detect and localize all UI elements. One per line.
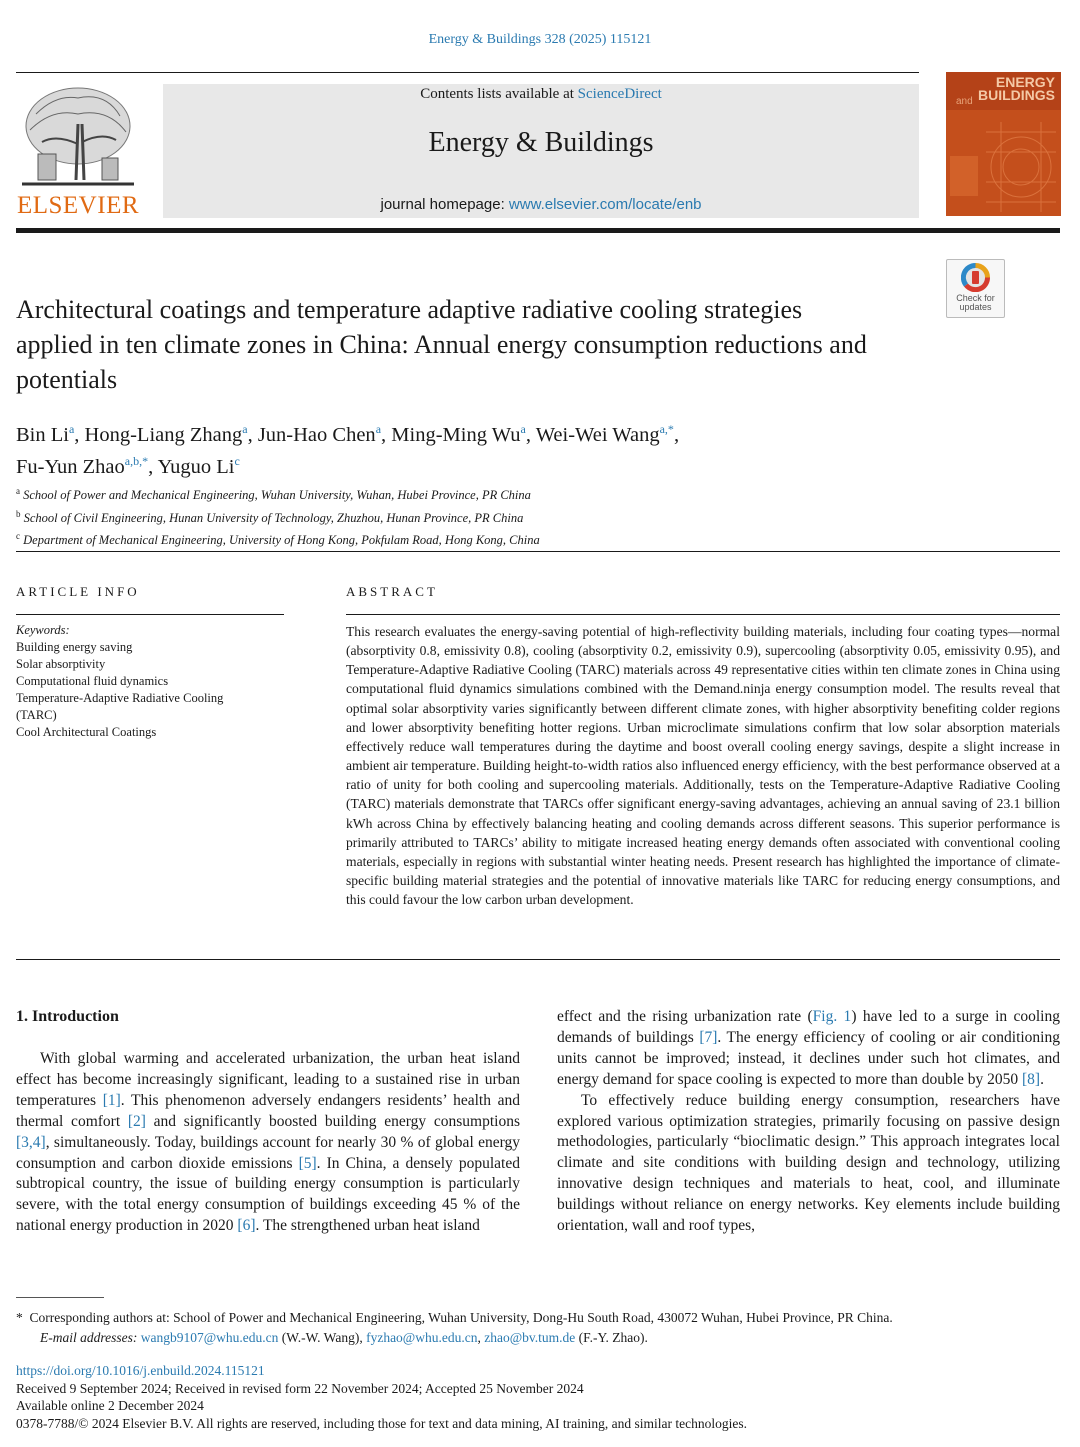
citation-link[interactable]: [6] [237, 1217, 256, 1235]
body-text: and significantly boosted building energy consumptions [145, 1112, 520, 1130]
journal-citation[interactable]: Energy & Buildings 328 (2025) 115121 [428, 32, 652, 47]
author[interactable]: Bin Li$^a$ [16, 422, 75, 446]
keyword: Cool Architectural Coatings [16, 725, 157, 739]
contents-prefix: Contents lists available at [420, 86, 578, 102]
intro-paragraph-1 [16, 1049, 520, 1237]
author[interactable]: Fu-Yun Zhao$^{a,b,*}$ [16, 453, 149, 478]
available-online: Available online 2 December 2024 [16, 1398, 204, 1413]
email-label: E-mail addresses: [40, 1329, 138, 1345]
body-text: With global warming and accelerated urbanization, the urban heat island effect has become increasingly significant, leading to a sustained rise in urban temperatures [16, 1050, 520, 1109]
abstract-text: This research evaluates the energy-saving potential of high-reflectivity building materials, including four coating types—normal (absorptivity 0.8, emissivity 0.8), cooling (absorptivity 0.2, emissivity 0.9), supercooling (absorptivity 0.05, emissivity 0.95), and Temperature-Adaptive Radiative Cooling (TARC) materials across 49 representative cities within ten climate zones in China using computational fluid dynamics simulations combined with the Demand.ninja energy consumption model. The results reveal that optimal solar absorptivity varies significantly between different climate zones, with higher absorptivity benefiting colder regions and lower absorptivity benefiting hotter regions. Urban microclimate simulations confirm that low solar absorption materials effectively reduce wall temperatures during the daytime and boost overall cooling energy savings, despite a slight increase in ambient air temperature. Building height-to-width ratios also influenced energy efficiency, with the best performance observed at a ratio of unity for both cooling and supercooling materials. Additionally, tests on the Temperature-Adaptive Radiative Cooling (TARC) materials demonstrate that TARCs offer significant energy-saving advantages, achieving an annual saving of 23.1 billion kWh across China by effectively balancing heating and cooling demands across different seasons. This superior performance is primarily attributed to TARCs’ ability to mitigate increased heating energy demands often associated with conventional cooling materials, especially in regions with substantial winter heating needs. Present research has highlighted the importance of climate-specific building material strategies and the potential of innovative materials like TARC for reducing energy consumptions, and this could favour the low carbon urban development. [346, 624, 1060, 908]
body-text: ) have led to a surge in cooling demands of buildings [557, 1008, 1060, 1046]
email-link[interactable]: zhao@bv.tum.de [484, 1329, 576, 1345]
elsevier-wordmark: ELSEVIER [16, 192, 140, 219]
corresponding-footnote [16, 1308, 1060, 1328]
abstract-heading: ABSTRACT [346, 584, 438, 599]
keyword: Computational fluid dynamics [16, 674, 169, 688]
journal-homepage-line [163, 196, 919, 213]
keyword: Building energy saving [16, 640, 133, 654]
email-line [16, 1328, 1060, 1348]
elsevier-logo[interactable] [16, 84, 146, 219]
email-link[interactable]: fyzhao@whu.edu.cn [366, 1329, 478, 1345]
received-dates: Received 9 September 2024; Received in revised form 22 November 2024; Accepted 25 November 2024 [16, 1380, 584, 1396]
abstract-bottom-rule [16, 959, 1060, 960]
abstract-rule [346, 614, 1060, 615]
email-owner: (F.-Y. Zhao). [575, 1329, 648, 1345]
header-top-rule [16, 72, 919, 73]
citation-link[interactable]: [2] [127, 1112, 146, 1130]
footnote [16, 1308, 1060, 1347]
intro-column-left [16, 1049, 520, 1237]
article-title: Architectural coatings and temperature adaptive radiative cooling strategies applied in ten climate zones in China: Annual energy consumption reductions and potentials [16, 295, 867, 394]
header-bottom-rule [16, 228, 1060, 233]
sciencedirect-link[interactable]: ScienceDirect [577, 86, 662, 102]
keyword: Solar absorptivity [16, 657, 106, 671]
affiliation: $^a$ School of Power and Mechanical Engineering, Wuhan University, Wuhan, Hubei Province, PR China [16, 486, 531, 503]
article-info-rule [16, 614, 284, 615]
author-list: Bin Li$^a$, Hong-Liang Zhang$^a$, Jun-Hao Chen$^a$, Ming-Ming Wu$^a$, Wei-Wei Wang$^{a,*}$, Fu-Yun Zhao$^{a,b,*}$, Yuguo Li$^c$ [16, 422, 680, 478]
author[interactable]: Yuguo Li$^c$ [157, 453, 240, 478]
email-link[interactable]: wangb9107@whu.edu.cn [140, 1329, 279, 1345]
copyright: 0378-7788/© 2024 Elsevier B.V. All rights are reserved, including those for text and data mining, AI training, and similar technologies. [16, 1415, 747, 1431]
citation-link[interactable]: [1] [102, 1091, 121, 1109]
intro-paragraph-2 [557, 1007, 1060, 1091]
intro-paragraph-3: To effectively reduce building energy consumption, researchers have explored various optimization strategies, primarily focusing on passive design methodologies, particularly “bioclimatic design.” This approach integrates local climate and site conditions with building design and technology, utilizing innovative design techniques and materials to heat, cool, and illuminate buildings without reliance on energy networks. Key elements include building orientation, wall and roof types, [557, 1091, 1060, 1235]
email-owner: (W.-W. Wang), [278, 1329, 367, 1345]
keyword: Temperature-Adaptive Radiative Cooling [16, 691, 224, 705]
check-for-updates-button[interactable] [946, 259, 1005, 318]
cover-title-line1: ENERGY [995, 74, 1055, 90]
contents-available-line [163, 84, 919, 104]
author[interactable]: Ming-Ming Wu$^a$ [391, 422, 526, 446]
check-updates-icon [961, 263, 990, 292]
author[interactable]: Wei-Wei Wang$^{a,*}$ [535, 422, 674, 446]
elsevier-tree-icon [16, 84, 140, 192]
email-separator: , [477, 1329, 485, 1345]
citation-link[interactable]: [3,4] [16, 1133, 46, 1151]
doi-link[interactable]: https://doi.org/10.1016/j.enbuild.2024.115121 [16, 1363, 265, 1378]
keyword: (TARC) [16, 708, 57, 722]
body-text: , simultaneously. Today, buildings account for nearly 30 % of global energy consumption and carbon dioxide emissions [16, 1133, 520, 1172]
journal-header-box [163, 84, 919, 218]
body-text: . The energy efficiency of cooling or air conditioning units cannot be improved; instead, it declines under such hot climates, and energy demand for space cooling is expected to more than double by 2050 [557, 1028, 1060, 1088]
body-text: . The strengthened urban heat island [255, 1217, 480, 1235]
article-info-heading: ARTICLE INFO [16, 584, 140, 599]
cover-title-line2: BUILDINGS [978, 87, 1055, 103]
affiliation-rule [16, 551, 1060, 552]
intro-heading: 1. Introduction [16, 1008, 119, 1025]
citation-link[interactable]: [8] [1022, 1070, 1041, 1088]
check-updates-label: Check for updates [956, 293, 995, 312]
affiliations [16, 482, 916, 550]
publication-info [16, 1362, 1060, 1432]
keywords-label: Keywords: [16, 623, 70, 637]
author[interactable]: Jun-Hao Chen$^a$ [257, 422, 382, 446]
body-text: effect and the rising urbanization rate ( [557, 1008, 813, 1025]
homepage-prefix: journal homepage: [380, 196, 509, 213]
intro-column-right [557, 1007, 1060, 1237]
cover-and: and [956, 96, 973, 107]
cover-title [978, 76, 1055, 102]
footnote-star: * [16, 1310, 23, 1325]
body-text: . [1040, 1070, 1044, 1088]
citation-link[interactable]: [7] [699, 1028, 718, 1046]
affiliation: $^b$ School of Civil Engineering, Hunan University of Technology, Zhuzhou, Hunan Province, PR China [16, 508, 524, 525]
journal-cover[interactable] [946, 72, 1061, 216]
author[interactable]: Hong-Liang Zhang$^a$ [84, 422, 248, 446]
corresponding-text: Corresponding authors at: School of Power and Mechanical Engineering, Wuhan University, Dong-Hu South Road, 430072 Wuhan, Hubei Province, PR China. [29, 1310, 893, 1325]
citation-link[interactable]: [5] [298, 1154, 317, 1172]
citation-link[interactable]: Fig. 1 [812, 1008, 852, 1025]
body-text: . In China, a densely populated subtropical country, the issue of building energy consumption is particularly severe, with the total energy consumption of buildings exceeding 45 % of the national energy production in 2020 [16, 1154, 520, 1235]
body-text: . This phenomenon adversely endangers residents’ health and thermal comfort [16, 1091, 520, 1130]
affiliation: $^c$ Department of Mechanical Engineering, University of Hong Kong, Pokfulam Road, Hong Kong, China [16, 531, 540, 548]
journal-name: Energy & Buildings [428, 127, 654, 158]
keywords-block [16, 622, 286, 741]
cover-pattern-icon [946, 112, 1061, 216]
journal-homepage-link[interactable]: www.elsevier.com/locate/enb [508, 196, 702, 213]
footnote-rule [16, 1297, 104, 1298]
